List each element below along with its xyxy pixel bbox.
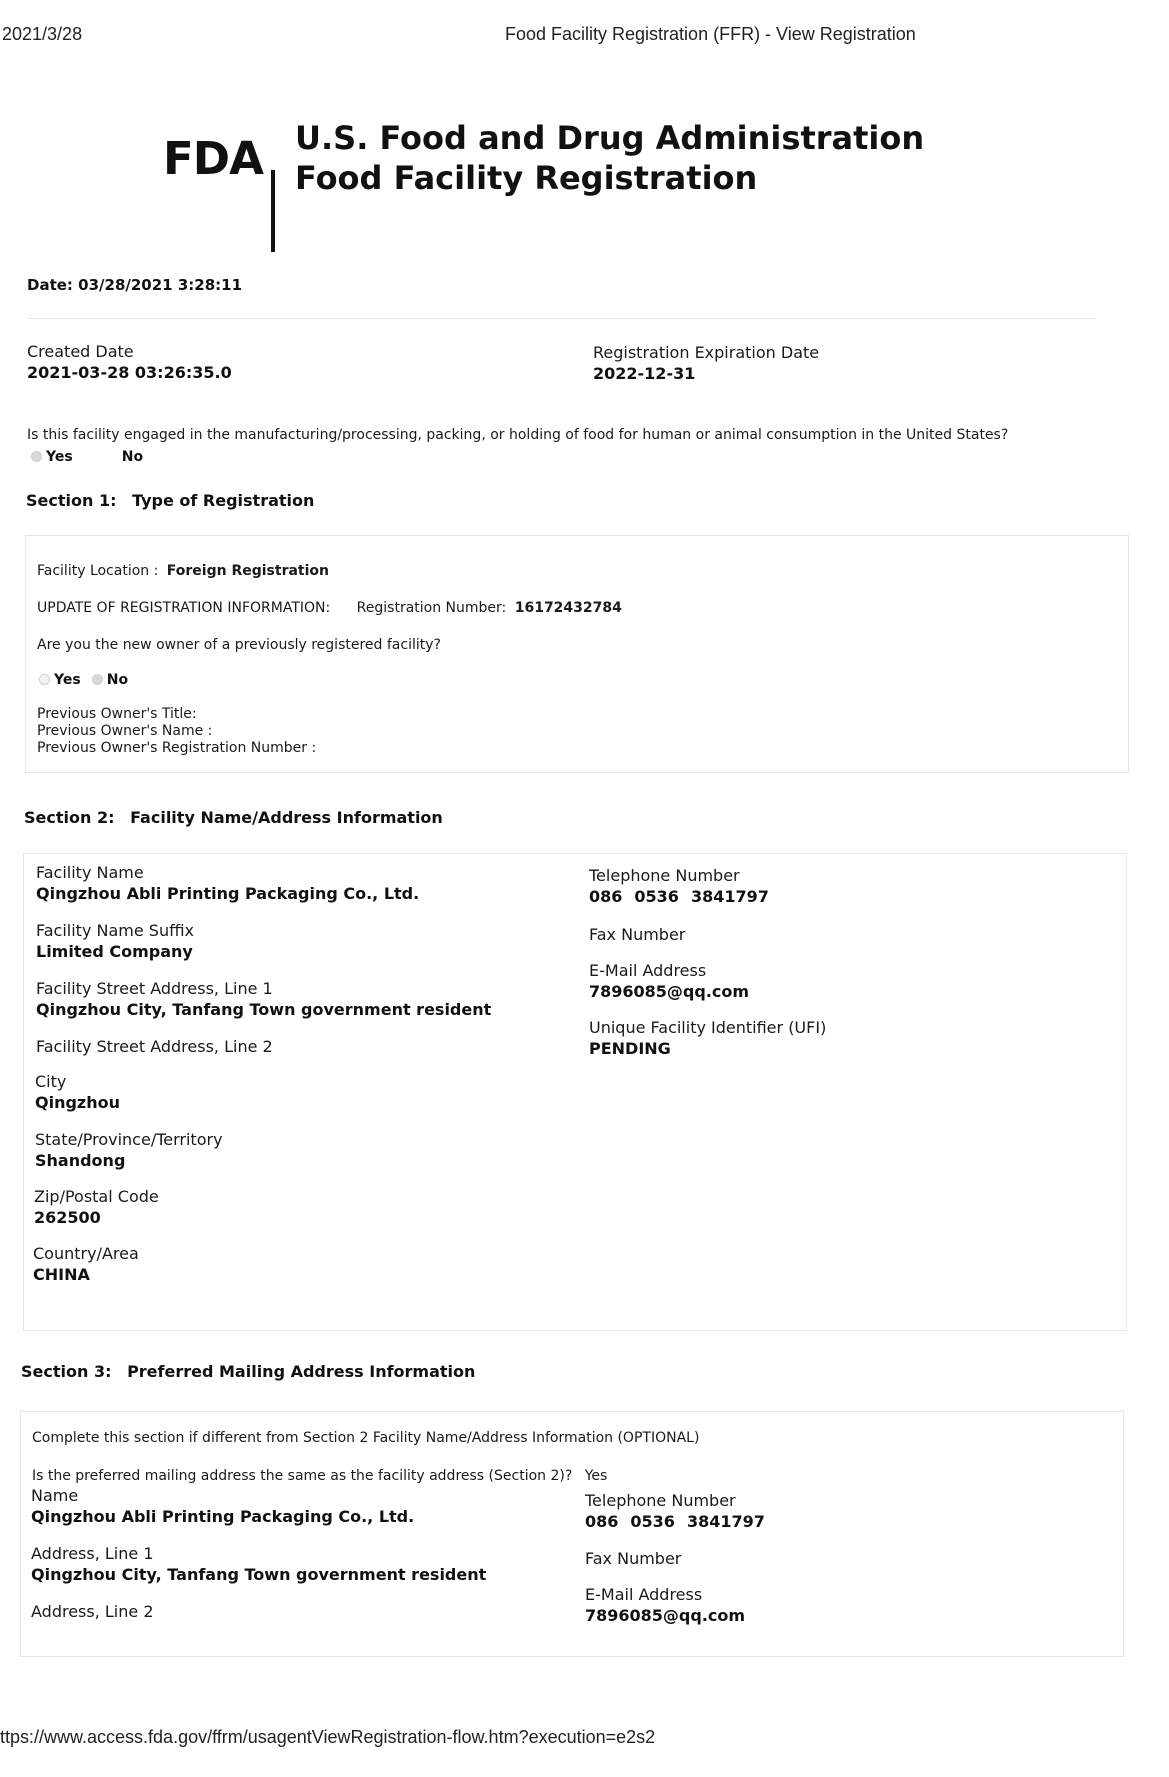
zip-value: 262500 xyxy=(34,1208,101,1227)
facility-name-value: Qingzhou Abli Printing Packaging Co., Ltd. xyxy=(36,884,420,903)
footer-url: ttps://www.access.fda.gov/ffrm/usagentViewRegistration-flow.htm?execution=e2s2 xyxy=(0,1727,656,1747)
facility-location-value: Foreign Registration xyxy=(166,563,330,579)
facility-suffix-value: Limited Company xyxy=(36,942,193,961)
section1-heading xyxy=(26,491,314,510)
update-label: UPDATE OF REGISTRATION INFORMATION: xyxy=(37,600,331,616)
engaged-yes-label: Yes xyxy=(46,449,73,465)
previous-owner-name: Previous Owner's Name : xyxy=(37,723,213,739)
mailing-telephone-area-code: 0536 xyxy=(630,1512,675,1531)
section3-title: Preferred Mailing Address Information xyxy=(127,1362,476,1381)
print-title: Food Facility Registration (FFR) - View Registration xyxy=(505,24,916,44)
created-date-field xyxy=(27,341,232,383)
street2-label: Facility Street Address, Line 2 xyxy=(36,1037,273,1056)
telephone-value xyxy=(589,886,781,907)
engaged-no-label: No xyxy=(121,449,144,465)
registration-number-value: 16172432784 xyxy=(514,600,622,616)
street1-value: Qingzhou City, Tanfang Town government resident xyxy=(36,1000,492,1019)
created-date-label: Created Date xyxy=(27,342,134,361)
country-label: Country/Area xyxy=(33,1244,139,1263)
mailing-telephone-field xyxy=(585,1490,777,1532)
mailing-fax-label: Fax Number xyxy=(585,1549,682,1568)
expiration-date-value: 2022-12-31 xyxy=(593,364,696,383)
state-value: Shandong xyxy=(35,1151,126,1170)
mailing-telephone-number: 3841797 xyxy=(686,1512,765,1531)
mailing-addr2-label: Address, Line 2 xyxy=(31,1602,154,1621)
city-value: Qingzhou xyxy=(35,1093,121,1112)
street1-label: Facility Street Address, Line 1 xyxy=(36,979,273,998)
state-field xyxy=(35,1129,223,1171)
previous-owner-reg-number: Previous Owner's Registration Number : xyxy=(37,740,317,756)
mailing-addr1-value: Qingzhou City, Tanfang Town government resident xyxy=(31,1565,487,1584)
same-address-question xyxy=(32,1468,607,1484)
registration-number-label: Registration Number: xyxy=(356,600,507,616)
facility-suffix-field xyxy=(36,920,194,962)
city-label: City xyxy=(35,1072,67,1091)
zip-field xyxy=(34,1186,159,1228)
ufi-value: PENDING xyxy=(589,1039,671,1058)
fax-label: Fax Number xyxy=(589,925,686,944)
section2-label: Section 2: xyxy=(24,808,115,827)
mailing-name-field xyxy=(31,1485,414,1527)
telephone-field xyxy=(589,865,781,907)
new-owner-no-label: No xyxy=(106,672,129,688)
section1-title: Type of Registration xyxy=(132,491,315,510)
facility-suffix-label: Facility Name Suffix xyxy=(36,921,195,940)
mailing-addr2-field xyxy=(31,1601,154,1622)
section3-label: Section 3: xyxy=(21,1362,112,1381)
city-field xyxy=(35,1071,120,1113)
street1-field xyxy=(36,978,491,1020)
new-owner-yes-label: Yes xyxy=(54,672,81,688)
facility-location xyxy=(37,563,329,579)
section2-heading xyxy=(24,808,443,827)
same-address-answer: Yes xyxy=(584,1468,608,1484)
section1-label: Section 1: xyxy=(26,491,117,510)
logo-divider xyxy=(271,170,275,252)
print-date: 2021/3/28 xyxy=(2,24,83,44)
header-divider xyxy=(27,318,1095,319)
email-label: E-Mail Address xyxy=(589,961,707,980)
mailing-telephone-label: Telephone Number xyxy=(585,1491,736,1510)
section3-box xyxy=(20,1411,1124,1657)
new-owner-radio-group xyxy=(39,669,128,688)
mailing-name-label: Name xyxy=(31,1486,79,1505)
mailing-email-value: 7896085@qq.com xyxy=(585,1606,746,1625)
telephone-country-code: 086 xyxy=(589,887,623,906)
agency-name: U.S. Food and Drug Administration xyxy=(295,119,925,157)
ufi-field xyxy=(589,1017,826,1059)
engaged-question: Is this facility engaged in the manufacturing/processing, packing, or holding of food for human or animal consumption in the United States? xyxy=(27,427,1009,443)
email-value: 7896085@qq.com xyxy=(589,982,750,1001)
report-date xyxy=(27,276,242,294)
engaged-yes-radio[interactable] xyxy=(31,451,42,462)
new-owner-yes-radio[interactable] xyxy=(39,674,50,685)
facility-name-field xyxy=(36,862,419,904)
new-owner-no-radio[interactable] xyxy=(92,674,103,685)
telephone-number: 3841797 xyxy=(690,887,769,906)
mailing-email-label: E-Mail Address xyxy=(585,1585,703,1604)
expiration-date-label: Registration Expiration Date xyxy=(593,343,820,362)
street2-field xyxy=(36,1036,273,1057)
section3-note: Complete this section if different from Section 2 Facility Name/Address Information (OPTIONAL) xyxy=(32,1430,700,1446)
mailing-telephone-value xyxy=(585,1511,777,1532)
mailing-name-value: Qingzhou Abli Printing Packaging Co., Ltd. xyxy=(31,1507,415,1526)
facility-name-label: Facility Name xyxy=(36,863,144,882)
same-address-question-text: Is the preferred mailing address the same as the facility address (Section 2)? xyxy=(32,1468,573,1484)
update-registration-line xyxy=(37,600,622,616)
zip-label: Zip/Postal Code xyxy=(34,1187,159,1206)
mailing-addr1-field xyxy=(31,1543,486,1585)
system-name: Food Facility Registration xyxy=(295,159,758,197)
telephone-label: Telephone Number xyxy=(589,866,740,885)
country-value: CHINA xyxy=(33,1265,90,1284)
report-date-value: 03/28/2021 3:28:11 xyxy=(78,276,243,294)
fda-logo: FDA xyxy=(163,132,263,185)
mailing-telephone-country-code: 086 xyxy=(585,1512,619,1531)
email-field xyxy=(589,960,749,1002)
state-label: State/Province/Territory xyxy=(35,1130,223,1149)
new-owner-question: Are you the new owner of a previously registered facility? xyxy=(37,637,441,653)
previous-owner-title: Previous Owner's Title: xyxy=(37,706,197,722)
ufi-label: Unique Facility Identifier (UFI) xyxy=(589,1018,827,1037)
section3-heading xyxy=(21,1362,475,1381)
mailing-addr1-label: Address, Line 1 xyxy=(31,1544,154,1563)
engaged-radio-group xyxy=(31,446,143,465)
facility-location-label: Facility Location : xyxy=(37,563,159,579)
created-date-value: 2021-03-28 03:26:35.0 xyxy=(27,363,232,382)
report-date-label: Date: xyxy=(27,276,73,294)
fax-field xyxy=(589,924,685,945)
country-field xyxy=(33,1243,139,1285)
expiration-date-field xyxy=(593,342,819,384)
mailing-fax-field xyxy=(585,1548,681,1569)
mailing-email-field xyxy=(585,1584,745,1626)
previous-owner-block xyxy=(37,706,316,757)
section2-title: Facility Name/Address Information xyxy=(130,808,443,827)
telephone-area-code: 0536 xyxy=(634,887,679,906)
